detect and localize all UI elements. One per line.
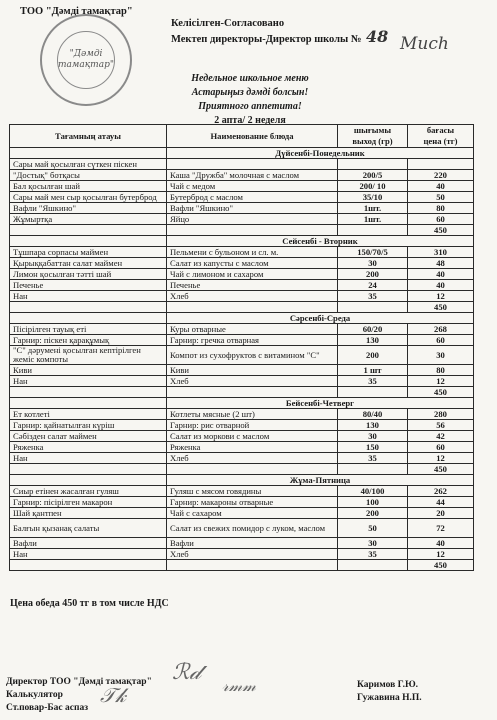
dish-name-ru: Гарнир: макароны отварные: [167, 497, 338, 508]
day-header-row: [10, 148, 474, 159]
empty-cell: [10, 387, 167, 398]
dish-name-kz: Вафли: [10, 538, 167, 549]
dish-name-ru: Пельмени с бульоном и сл. м.: [167, 247, 338, 258]
day-header-row: [10, 313, 474, 324]
dish-name-ru: Печенье: [167, 280, 338, 291]
day-header-row: [10, 236, 474, 247]
dish-price: 60: [408, 442, 474, 453]
table-row: [10, 203, 474, 214]
dish-price: [408, 159, 474, 170]
table-row: [10, 409, 474, 420]
table-row: [10, 346, 474, 365]
day-name: Бейсенбі-Четверг: [167, 398, 474, 409]
dish-price: 268: [408, 324, 474, 335]
dish-output: 50: [338, 519, 408, 538]
empty-cell: [338, 302, 408, 313]
dish-output: 100: [338, 497, 408, 508]
dish-name-kz: Сары май мен сыр қосылған бутерброд: [10, 192, 167, 203]
dish-output: 30: [338, 258, 408, 269]
table-row: [10, 376, 474, 387]
dish-price: 12: [408, 291, 474, 302]
table-row: [10, 192, 474, 203]
dish-output: 150: [338, 442, 408, 453]
dish-output: 30: [338, 431, 408, 442]
dish-name-ru: Котлеты мясные (2 шт): [167, 409, 338, 420]
day-total-price: 450: [408, 387, 474, 398]
table-header-row: [10, 125, 474, 148]
dish-price: 262: [408, 486, 474, 497]
dish-price: 40: [408, 538, 474, 549]
total-row: [10, 387, 474, 398]
dish-name-ru: Хлеб: [167, 453, 338, 464]
dish-price: 72: [408, 519, 474, 538]
dish-output: 30: [338, 538, 408, 549]
table-row: [10, 335, 474, 346]
dish-price: 12: [408, 549, 474, 560]
dish-price: 20: [408, 508, 474, 519]
sig-cook-label: Ст.повар-Бас аспаз: [6, 703, 89, 713]
dish-output: 200/5: [338, 170, 408, 181]
table-row: [10, 420, 474, 431]
dish-price: 48: [408, 258, 474, 269]
dish-name-kz: Ряженка: [10, 442, 167, 453]
dish-name-kz: Жұмыртқа: [10, 214, 167, 225]
table-row: [10, 453, 474, 464]
dish-name-kz: Сәбізден салат маймен: [10, 431, 167, 442]
table-row: [10, 324, 474, 335]
dish-price: 44: [408, 497, 474, 508]
dish-name-ru: Куры отварные: [167, 324, 338, 335]
dish-price: 280: [408, 409, 474, 420]
dish-name-kz: Нан: [10, 453, 167, 464]
dish-price: 12: [408, 376, 474, 387]
empty-cell: [10, 464, 167, 475]
dish-name-ru: Салат из капусты с маслом: [167, 258, 338, 269]
title-line1: Недельное школьное меню: [191, 73, 309, 84]
empty-cell: [338, 560, 408, 571]
dish-output: 60/20: [338, 324, 408, 335]
dish-output: 130: [338, 420, 408, 431]
header-ru-name: Наименование блюда: [167, 125, 338, 148]
empty-cell: [10, 398, 167, 409]
empty-cell: [10, 148, 167, 159]
dish-name-kz: Гарнир: піскен қарақұмық: [10, 335, 167, 346]
dish-name-kz: Сиыр етінен жасалған гуляш: [10, 486, 167, 497]
dish-price: 40: [408, 269, 474, 280]
dish-price: 310: [408, 247, 474, 258]
empty-cell: [10, 236, 167, 247]
dish-name-ru: Хлеб: [167, 549, 338, 560]
table-row: [10, 280, 474, 291]
empty-cell: [338, 387, 408, 398]
stamp-text-line2: тамақтар": [58, 60, 114, 70]
approval-line1: Келісілген-Согласовано: [171, 18, 285, 29]
dish-name-ru: Компот из сухофруктов с витамином "С": [167, 346, 338, 365]
dish-output: 150/70/5: [338, 247, 408, 258]
dish-output: 35: [338, 376, 408, 387]
dish-name-ru: Гарнир: гречка отварная: [167, 335, 338, 346]
dish-output: 200: [338, 508, 408, 519]
sig-calculator-label: Калькулятор: [6, 690, 63, 700]
dish-name-ru: Салат из моркови с маслом: [167, 431, 338, 442]
dish-name-kz: Тұшпара сорпасы маймен: [10, 247, 167, 258]
dish-name-ru: Гарнир: рис отварной: [167, 420, 338, 431]
dish-name-kz: Вафли "Яшкино": [10, 203, 167, 214]
sig-director-label: Директор ТОО "Дәмді тамақтар": [6, 677, 152, 687]
empty-cell: [167, 560, 338, 571]
title-line2: Астарыңыз дәмді болсын!: [191, 87, 309, 98]
dish-name-kz: Печенье: [10, 280, 167, 291]
table-row: [10, 486, 474, 497]
dish-name-ru: Чай с сахаром: [167, 508, 338, 519]
dish-output: 200/ 10: [338, 181, 408, 192]
title-line3: Приятного аппетита!: [198, 101, 302, 112]
dish-name-ru: Каша "Дружба" молочная с маслом: [167, 170, 338, 181]
handwritten-signature-2: 𝒯𝓀: [100, 683, 127, 707]
table-row: [10, 497, 474, 508]
day-header-row: [10, 475, 474, 486]
dish-name-kz: Балғын қызанақ салаты: [10, 519, 167, 538]
dish-price: 80: [408, 365, 474, 376]
table-row: [10, 549, 474, 560]
table-row: [10, 258, 474, 269]
dish-output: 35/10: [338, 192, 408, 203]
empty-cell: [10, 560, 167, 571]
dish-output: 1шт.: [338, 203, 408, 214]
dish-price: 60: [408, 214, 474, 225]
day-name: Жұма-Пятница: [167, 475, 474, 486]
dish-name-ru: Хлеб: [167, 291, 338, 302]
dish-output: 35: [338, 291, 408, 302]
dish-output: 35: [338, 549, 408, 560]
dish-name-ru: Киви: [167, 365, 338, 376]
table-row: [10, 181, 474, 192]
company-stamp: [40, 14, 132, 106]
table-row: [10, 291, 474, 302]
dish-name-kz: Пісірілген тауық еті: [10, 324, 167, 335]
dish-name-kz: Киви: [10, 365, 167, 376]
sig-karimov: Каримов Г.Ю.: [357, 680, 419, 690]
table-row: [10, 508, 474, 519]
table-row: [10, 269, 474, 280]
table-row: [10, 431, 474, 442]
company-name: ТОО "Дәмді тамақтар": [20, 6, 133, 17]
dish-name-kz: Сары май қосылған сүткен піскен: [10, 159, 167, 170]
school-number: 48: [366, 27, 389, 46]
empty-cell: [10, 302, 167, 313]
dish-name-kz: Ет котлеті: [10, 409, 167, 420]
dish-name-ru: Ряженка: [167, 442, 338, 453]
total-row: [10, 464, 474, 475]
dish-name-ru: Вафли "Яшкино": [167, 203, 338, 214]
header-kz-name: Тағамның атауы: [10, 125, 167, 148]
dish-price: 40: [408, 280, 474, 291]
dish-name-kz: Гарнир: пісірілген макарон: [10, 497, 167, 508]
dish-price: 30: [408, 346, 474, 365]
table-row: [10, 214, 474, 225]
day-total-price: 450: [408, 560, 474, 571]
dish-output: 200: [338, 346, 408, 365]
table-row: [10, 159, 474, 170]
day-total-price: 450: [408, 464, 474, 475]
day-total-price: 450: [408, 225, 474, 236]
dish-output: 24: [338, 280, 408, 291]
dish-name-ru: Гуляш с мясом говядины: [167, 486, 338, 497]
dish-name-kz: Нан: [10, 549, 167, 560]
empty-cell: [167, 302, 338, 313]
table-row: [10, 538, 474, 549]
dish-price: 12: [408, 453, 474, 464]
sig-guzhavina: Гужавина Н.П.: [357, 693, 422, 703]
day-name: Сәрсенбі-Среда: [167, 313, 474, 324]
dish-name-kz: "Достық" ботқасы: [10, 170, 167, 181]
day-total-price: 450: [408, 302, 474, 313]
table-row: [10, 247, 474, 258]
header-output: шығымы выход (гр): [338, 125, 408, 148]
day-header-row: [10, 398, 474, 409]
empty-cell: [167, 464, 338, 475]
dish-price: 40: [408, 181, 474, 192]
dish-name-ru: Хлеб: [167, 376, 338, 387]
dish-output: 40/100: [338, 486, 408, 497]
table-row: [10, 519, 474, 538]
empty-cell: [10, 313, 167, 324]
day-name: Дүйсенбі-Понедельник: [167, 148, 474, 159]
approval-line2: Мектеп директоры-Директор школы №: [171, 34, 362, 45]
table-row: [10, 442, 474, 453]
dish-output: 1шт.: [338, 214, 408, 225]
signature-right-block: [357, 679, 422, 705]
dish-name-kz: Гарнир: қайнатылған күріш: [10, 420, 167, 431]
menu-titles: [150, 72, 350, 128]
dish-name-ru: Бутерброд с маслом: [167, 192, 338, 203]
dish-name-ru: Вафли: [167, 538, 338, 549]
dish-output: 35: [338, 453, 408, 464]
dish-name-ru: [167, 159, 338, 170]
table-row: [10, 170, 474, 181]
total-row: [10, 225, 474, 236]
day-name: Сейсенбі - Вторник: [167, 236, 474, 247]
dish-name-kz: Шай қантпен: [10, 508, 167, 519]
dish-price: 60: [408, 335, 474, 346]
dish-name-kz: "С" дәрумені қосылған кептірілген жеміс компоты: [10, 346, 167, 365]
dish-name-ru: Салат из свежих помидор с луком, маслом: [167, 519, 338, 538]
empty-cell: [10, 225, 167, 236]
dish-name-kz: Лимон қосылған тәтті шай: [10, 269, 167, 280]
dish-name-kz: Нан: [10, 376, 167, 387]
dish-price: 42: [408, 431, 474, 442]
dish-price: 80: [408, 203, 474, 214]
dish-output: 1 шт: [338, 365, 408, 376]
total-row: [10, 560, 474, 571]
director-signature: Much: [400, 34, 449, 54]
dish-price: 56: [408, 420, 474, 431]
empty-cell: [10, 475, 167, 486]
dish-price: 50: [408, 192, 474, 203]
dish-name-ru: Чай с медом: [167, 181, 338, 192]
handwritten-signature-1: ℛ𝒹: [172, 660, 201, 685]
dish-output: [338, 159, 408, 170]
stamp-text-line1: "Дәмді: [69, 49, 103, 59]
total-row: [10, 302, 474, 313]
signature-left-block: [6, 676, 152, 715]
dish-name-ru: Чай с лимоном и сахаром: [167, 269, 338, 280]
price-note: Цена обеда 450 тг в том числе НДС: [10, 598, 169, 609]
empty-cell: [338, 464, 408, 475]
dish-output: 80/40: [338, 409, 408, 420]
week-label: 2 апта/ 2 неделя: [214, 115, 286, 126]
dish-output: 130: [338, 335, 408, 346]
header-price: бағасы цена (тг): [408, 125, 474, 148]
menu-table: [9, 124, 474, 571]
dish-name-kz: Нан: [10, 291, 167, 302]
dish-name-ru: Яйцо: [167, 214, 338, 225]
dish-price: 220: [408, 170, 474, 181]
handwritten-signature-3: 𝓇𝓂𝓂: [222, 676, 256, 695]
empty-cell: [338, 225, 408, 236]
dish-name-kz: Қырыққабаттан салат маймен: [10, 258, 167, 269]
empty-cell: [167, 387, 338, 398]
empty-cell: [167, 225, 338, 236]
dish-output: 200: [338, 269, 408, 280]
approval-block: [171, 17, 388, 46]
dish-name-kz: Бал қосылған шай: [10, 181, 167, 192]
table-row: [10, 365, 474, 376]
